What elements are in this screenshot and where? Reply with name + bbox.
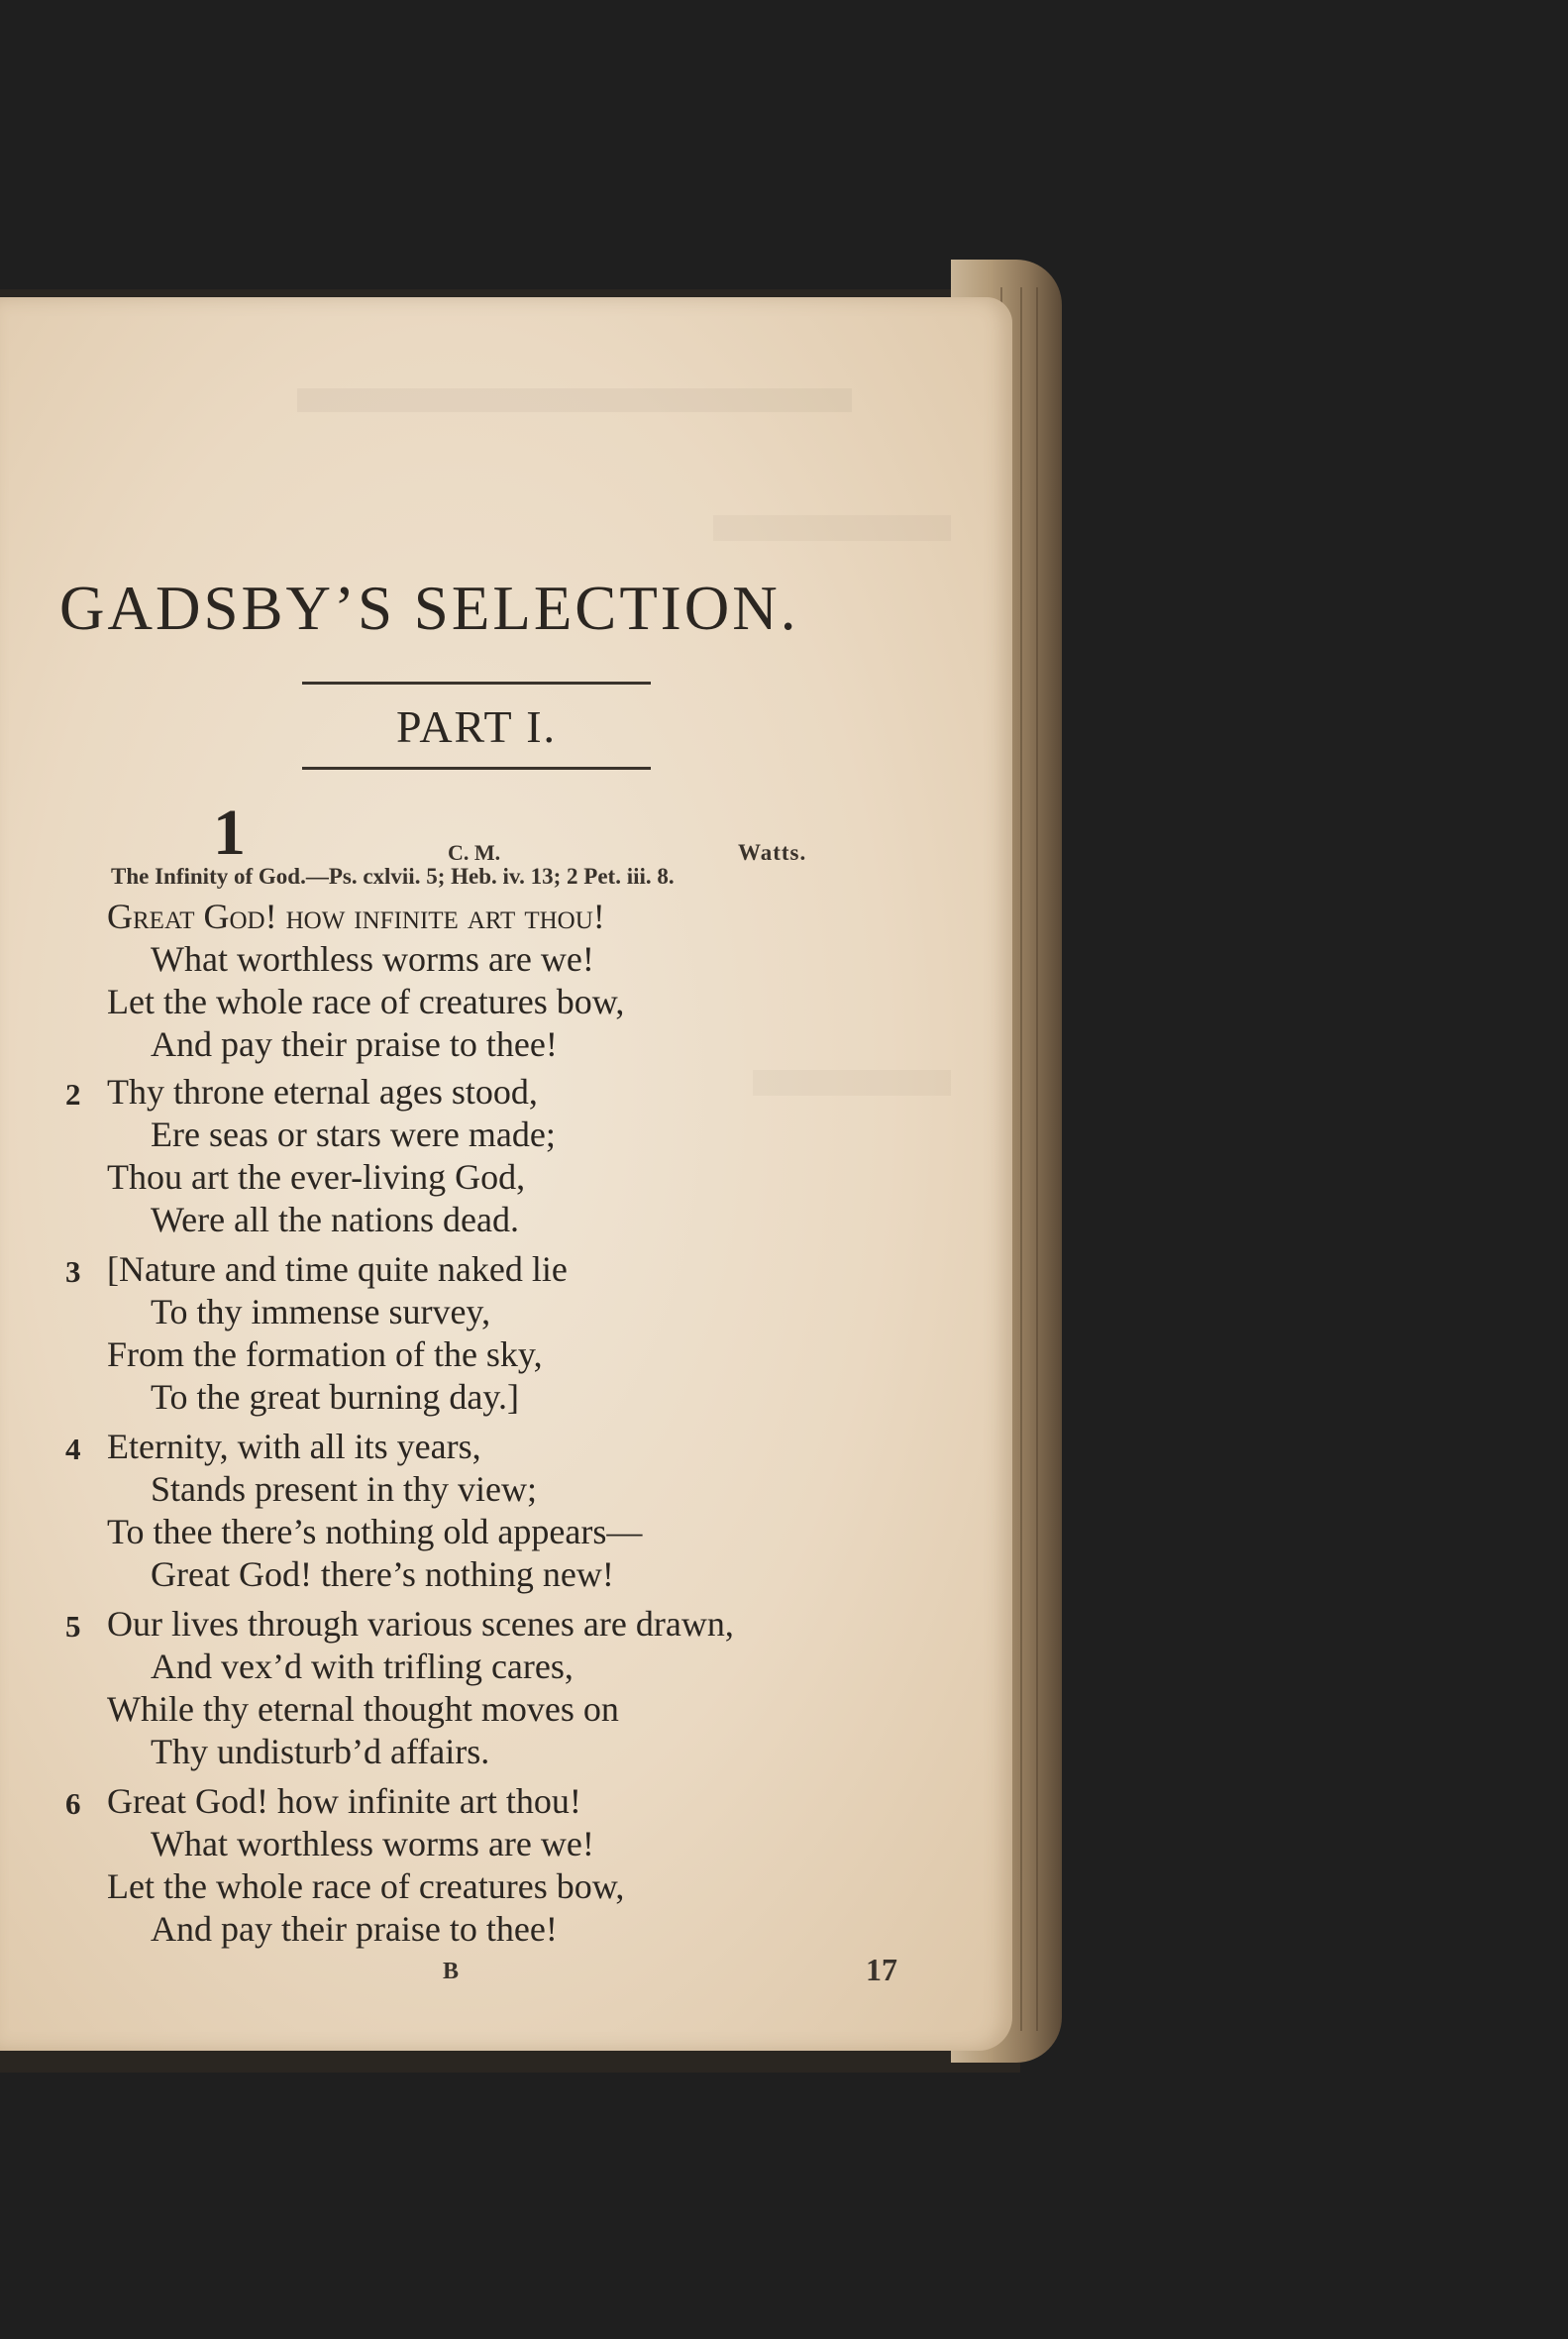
verse-line: What worthless worms are we! bbox=[151, 1824, 594, 1863]
signature-mark: B bbox=[443, 1959, 460, 1984]
verse-line: To thy immense survey, bbox=[151, 1292, 491, 1331]
verse-number: 4 bbox=[65, 1432, 81, 1466]
page-edge-line bbox=[1036, 287, 1038, 2031]
verse-line: To thee there’s nothing old appears— bbox=[107, 1512, 643, 1551]
verse-line: Thy undisturb’d affairs. bbox=[151, 1732, 490, 1771]
part-heading: PART I. bbox=[395, 701, 558, 752]
show-through bbox=[753, 1070, 951, 1096]
verse-line: To the great burning day.] bbox=[151, 1377, 520, 1417]
verse-line: Let the whole race of creatures bow, bbox=[107, 1866, 625, 1906]
verse-line: Great God! there’s nothing new! bbox=[151, 1554, 614, 1594]
title-rule-top bbox=[302, 682, 651, 685]
verse-number: 5 bbox=[65, 1609, 81, 1644]
verse-line: What worthless worms are we! bbox=[151, 939, 594, 979]
title-rule-bottom bbox=[302, 767, 651, 770]
verse-line: Let the whole race of creatures bow, bbox=[107, 982, 625, 1021]
verse-line: Were all the nations dead. bbox=[151, 1200, 519, 1239]
verse-line: Thy throne eternal ages stood, bbox=[107, 1072, 538, 1112]
verse-line: Ere seas or stars were made; bbox=[151, 1115, 556, 1154]
verse-line: Eternity, with all its years, bbox=[107, 1427, 481, 1466]
verse-line: Stands present in thy view; bbox=[151, 1469, 537, 1509]
hymn-author: Watts. bbox=[738, 840, 807, 865]
show-through bbox=[297, 388, 852, 412]
verse-line: And pay their praise to thee! bbox=[151, 1909, 558, 1949]
verse-line: Great God! how infinite art thou! bbox=[107, 1781, 581, 1821]
verse-line: And pay their praise to thee! bbox=[151, 1024, 558, 1064]
verse-number: 2 bbox=[65, 1077, 81, 1112]
verse-line: Our lives through various scenes are drawn, bbox=[107, 1604, 734, 1644]
verse-number: 3 bbox=[65, 1254, 81, 1289]
verse-line: From the formation of the sky, bbox=[107, 1334, 543, 1374]
page-number: 17 bbox=[866, 1952, 897, 1987]
verse-line-text: Great God! how infinite art thou! bbox=[107, 897, 605, 936]
verse-line bbox=[107, 899, 605, 934]
page-title: GADSBY’S SELECTION. bbox=[59, 574, 799, 643]
verse-line: Thou art the ever-living God, bbox=[107, 1157, 526, 1197]
verse-number: 6 bbox=[65, 1786, 81, 1821]
hymn-meter: C. M. bbox=[448, 840, 501, 865]
hymn-subject: The Infinity of God.—Ps. cxlvii. 5; Heb. iv. 13; 2 Pet. iii. 8. bbox=[111, 864, 675, 889]
page-edge-line bbox=[1020, 287, 1022, 2031]
verse-line: And vex’d with trifling cares, bbox=[151, 1647, 574, 1686]
show-through bbox=[713, 515, 951, 541]
hymn-number: 1 bbox=[213, 797, 246, 869]
verse-line: While thy eternal thought moves on bbox=[107, 1689, 619, 1729]
verse-line: [Nature and time quite naked lie bbox=[107, 1249, 568, 1289]
